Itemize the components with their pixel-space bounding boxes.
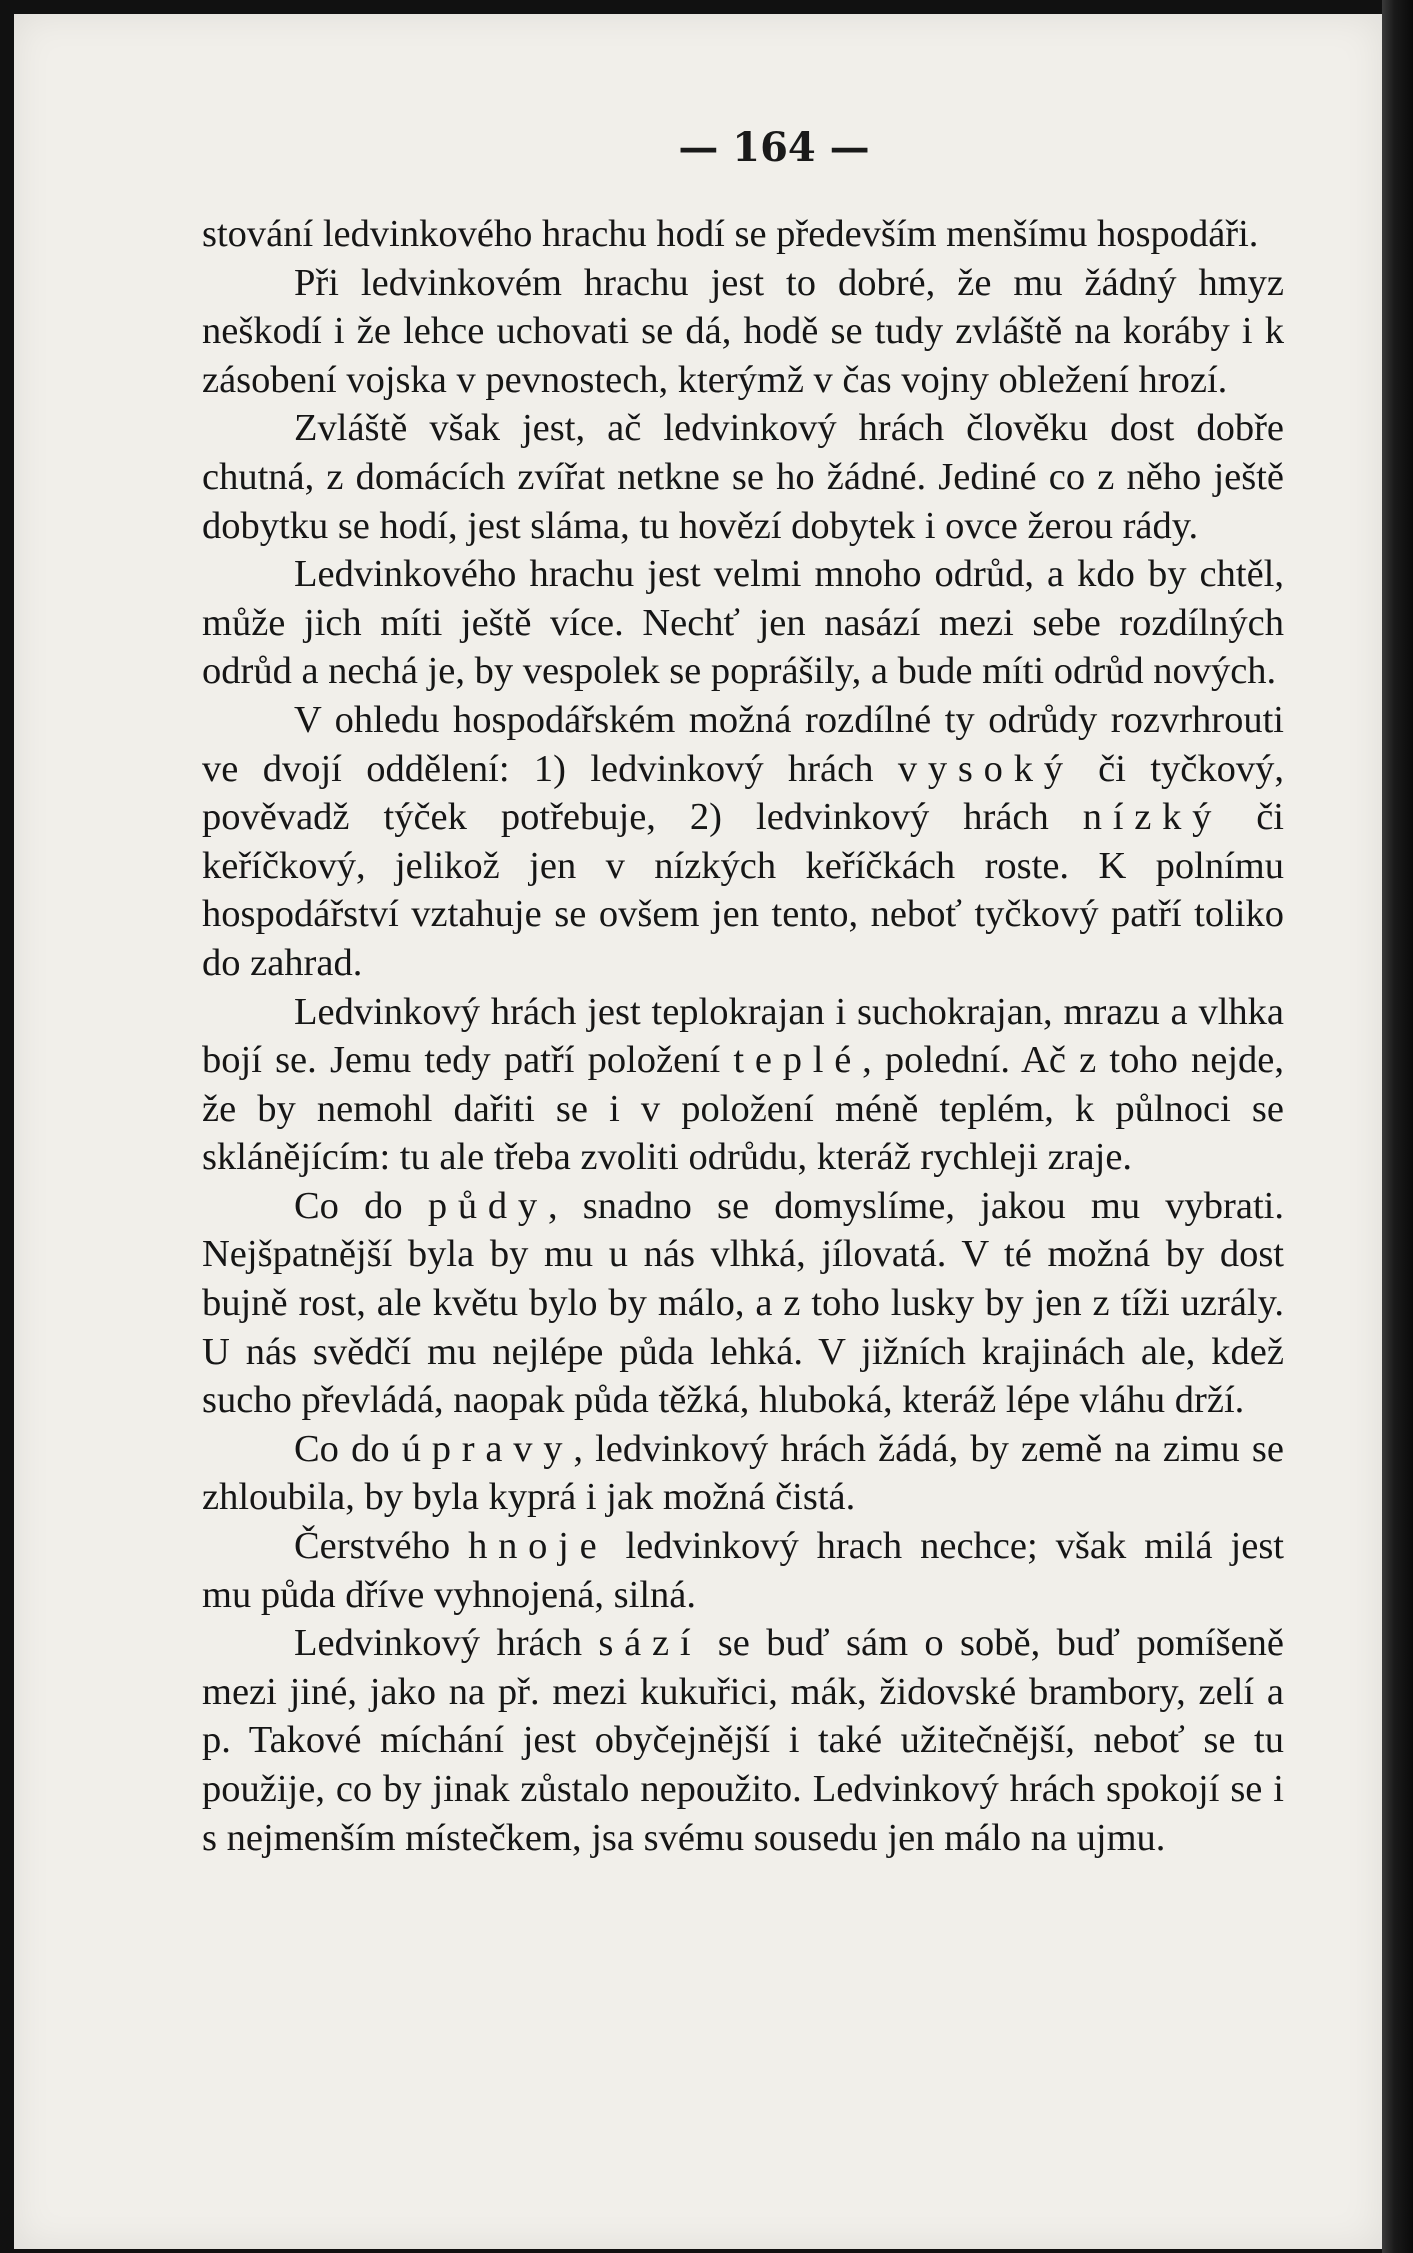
body-text [202,210,1284,1862]
book-page [14,14,1382,2249]
spaced-emphasis-text: sází [598,1622,702,1665]
page-edge-shadow [1382,0,1413,2253]
spaced-emphasis-text: teplé [733,1039,863,1082]
paragraph-text: Co do [294,1427,402,1470]
paragraph-text: Co do [294,1184,428,1227]
paragraph [202,1182,1284,1425]
paragraph-text: Zvláště však jest, ač ledvinkový hrách člověku dost dobře chutná, z domácích zvířat netkne se ho žádné. Jediné co z něho ještě dobytku se hodí, jest sláma, tu hovězí dobytek i ovce žerou rády. [202,407,1284,547]
paragraph-text: , snadno se domyslíme, jakou mu vybrati. Nejšpatnější byla by mu u nás vlhká, jílovatá. V té možná by dost bujně rost, ale květu bylo by málo, a z toho lusky by jen z tíži uzrály. U nás svědčí mu nejlépe půda lehká. V jižních krajinách ale, kdež sucho převládá, naopak půda těžká, hluboká, kteráž lépe vláhu drží. [202,1184,1284,1422]
paragraph [202,404,1284,550]
paragraph-text: stování ledvinkového hrachu hodí se především menšímu hospodáři. [202,213,1259,255]
paragraph-text: či tyčkový, pověvadž týček potřebuje, 2) ledvinkový hrách [202,747,1284,839]
paragraph [202,550,1284,696]
paragraph [202,1425,1284,1522]
spaced-emphasis-text: půdy [427,1184,548,1227]
paragraph [202,1619,1284,1862]
paragraph-text: Ledvinkový hrách [294,1622,599,1665]
spaced-emphasis-text: nízký [1082,796,1223,839]
paragraph-text: Při ledvinkovém hrachu jest to dobré, že mu žádný hmyz neškodí i že lehce uchovati se dá, hodě se tudy zvláště na koráby i k zásobení vojska v pevnostech, kterýmž v čas vojny obležení hrozí. [202,261,1284,401]
paragraph-text: ledvinkový hrach nechce; však milá jest mu půda dříve vyhnojená, silná. [202,1525,1285,1616]
paragraph-text: Čerstvého [294,1525,469,1568]
spaced-emphasis-text: vysoký [897,747,1074,790]
spaced-emphasis-text: hnoje [468,1525,608,1568]
paragraph-text: se buď sám o sobě, buď pomíšeně mezi jiné, jako na př. mezi kukuřici, mák, židovské brambory, zelí a p. Takové míchání jest obyčejnější i také užitečnější, neboť se tu použije, co by jinak zůstalo nepoužito. Ledvinkový hrách spokojí se i s nejmenším místečkem, jsa svému sousedu jen málo na ujmu. [202,1622,1284,1859]
paragraph [202,210,1284,259]
paragraph-text: Ledvinkový hrách jest teplokrajan i suchokrajan, mrazu a vlhka bojí se. Jemu tedy patří položení [202,990,1284,1082]
spaced-emphasis-text: úpravy [401,1427,574,1470]
paragraph-text: , ledvinkový hrách žádá, by země na zimu se zhloubila, by byla kyprá i jak možná čistá. [202,1427,1285,1519]
paragraph [202,696,1284,988]
paragraph [202,988,1284,1182]
paragraph-text: či keříčkový, jelikož jen v nízkých keříčkách roste. K polnímu hospodářství vztahuje se ovšem jen tento, neboť tyčkový patří toliko do zahrad. [202,796,1284,984]
paragraph-text: Ledvinkového hrachu jest velmi mnoho odrůd, a kdo by chtěl, může jich míti ještě více. Nechť jen nasází mezi sebe rozdílných odrůd a nechá je, by vespolek se poprášily, a bude míti odrůd nových. [202,553,1284,693]
paragraph-text: , polední. Ač z toho nejde, že by nemohl dařiti se i v položení méně teplém, k půlnoci se sklánějícím: tu ale třeba zvoliti odrůdu, kteráž rychleji zraje. [202,1039,1285,1179]
paragraph [202,259,1284,405]
paragraph [202,1522,1284,1619]
paragraph-text: V ohledu hospodářském možná rozdílné ty odrůdy rozvrhrouti ve dvojí oddělení: 1) ledvinkový hrách [202,698,1284,790]
page-number: — 164 — [678,124,870,171]
